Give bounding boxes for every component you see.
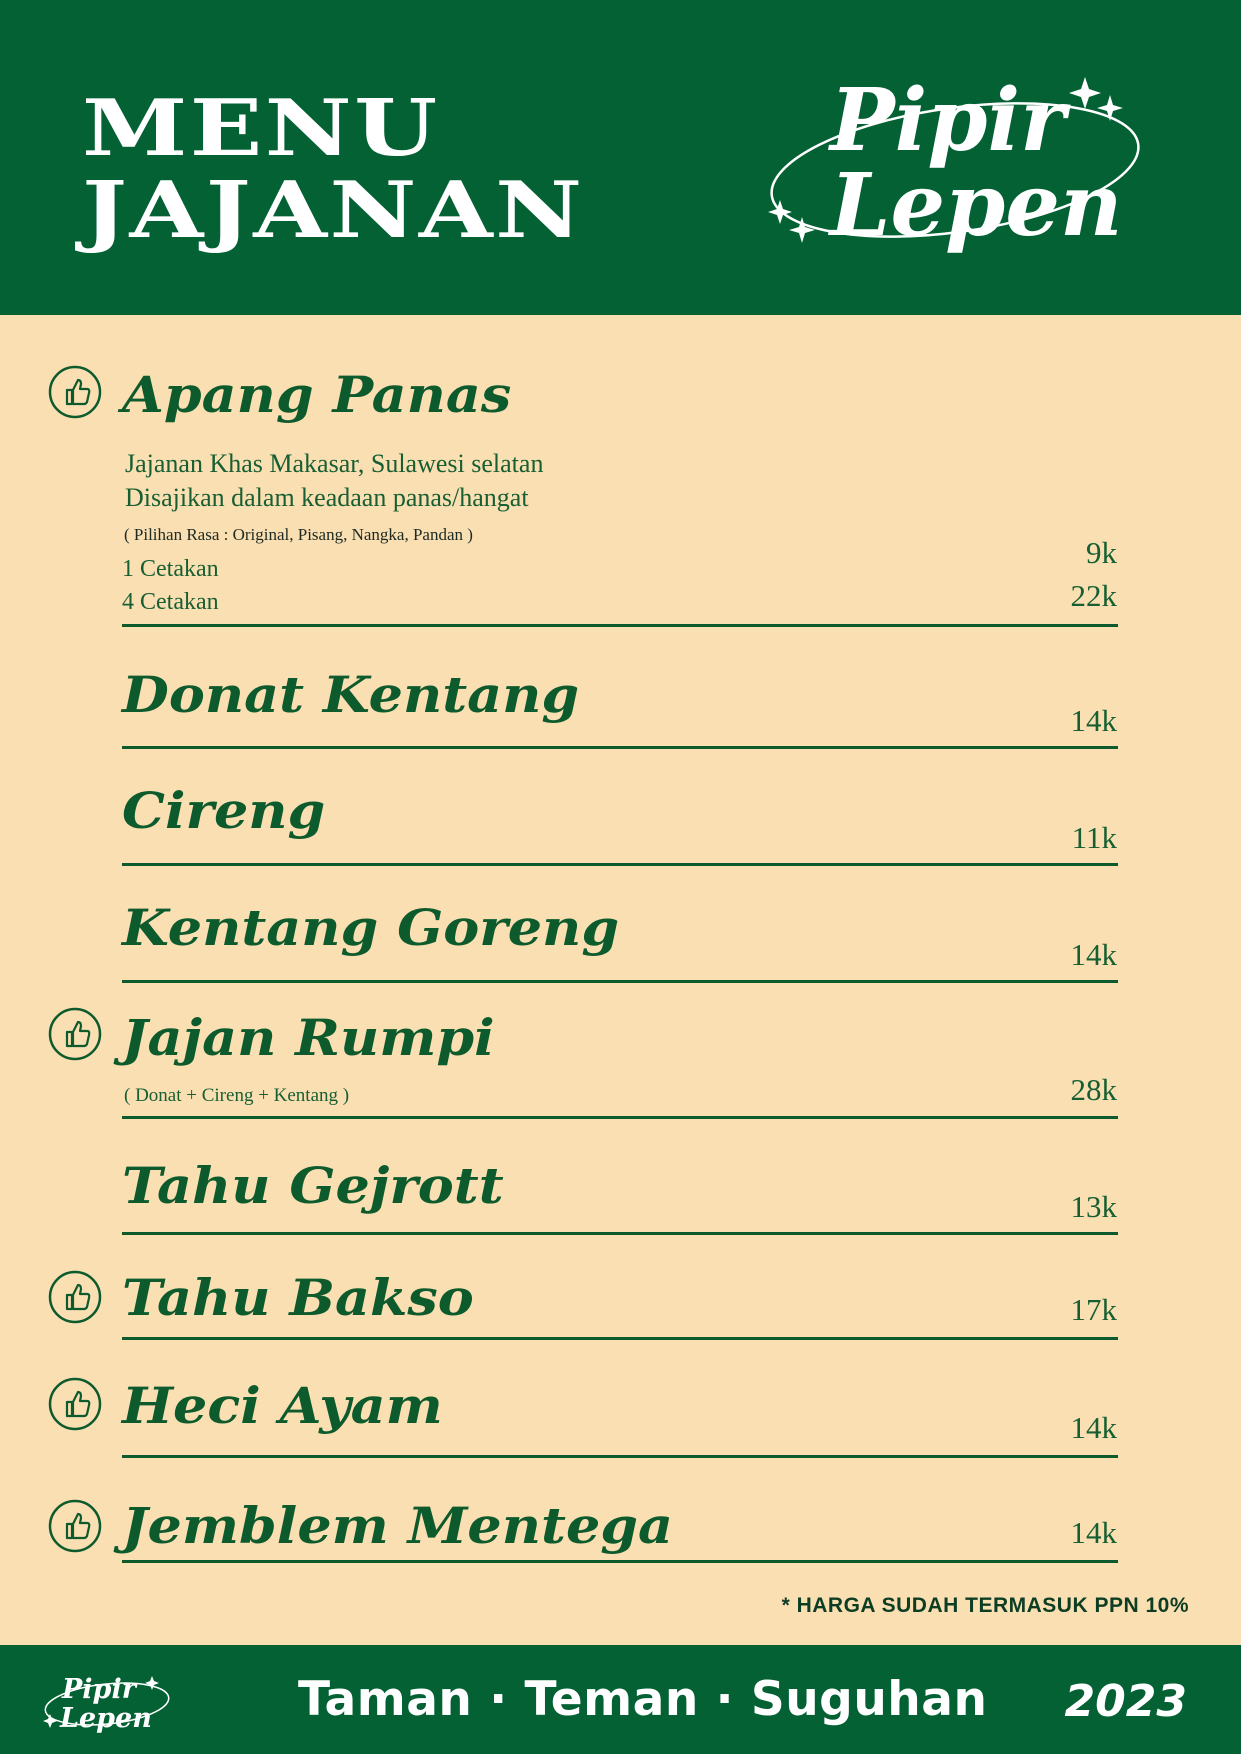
footer-year: 2023 [1064,1676,1187,1727]
item-price: 14k [1070,1515,1117,1550]
item-price: 11k [1071,820,1117,855]
footer-logo-line2: Lepen [60,1703,152,1734]
item-price: 22k [1070,578,1117,613]
footer-logo [40,1664,175,1740]
menu-title-line2: JAJANAN [82,165,585,256]
item-name: Tahu Bakso [122,1268,474,1327]
item-price: 28k [1070,1072,1117,1107]
divider [122,746,1118,749]
item-name: Jemblem Mentega [122,1496,674,1555]
divider [122,863,1118,866]
item-description: Disajikan dalam keadaan panas/hangat [125,483,529,512]
item-name: Tahu Gejrott [122,1156,504,1215]
thumbs-up-icon [48,365,102,419]
item-price: 13k [1070,1189,1117,1224]
logo-line1: Pipir [830,70,1066,171]
item-description: Jajanan Khas Makasar, Sulawesi selatan [125,449,544,478]
item-price: 14k [1070,1410,1117,1445]
divider [122,1455,1118,1458]
item-name: Donat Kentang [122,665,580,724]
item-subtitle: ( Donat + Cireng + Kentang ) [124,1085,350,1106]
item-price: 14k [1070,703,1117,738]
size-label: 4 Cetakan [122,589,219,615]
footer-tagline: Taman · Teman · Suguhan [298,1672,988,1727]
menu-title [82,83,585,256]
tax-note: * HARGA SUDAH TERMASUK PPN 10% [781,1594,1189,1617]
item-price: 14k [1070,937,1117,972]
divider [122,1116,1118,1119]
logo-line2: Lepen [830,155,1123,256]
item-name: Heci Ayam [122,1376,443,1435]
item-name: Kentang Goreng [122,898,620,957]
thumbs-up-icon [48,1007,102,1061]
thumbs-up-icon [48,1377,102,1431]
brand-logo [760,55,1150,275]
divider [122,1560,1118,1563]
divider [122,980,1118,983]
divider [122,1232,1118,1235]
item-note: ( Pilihan Rasa : Original, Pisang, Nangka, Pandan ) [124,525,473,544]
item-name: Cireng [122,781,326,840]
thumbs-up-icon [48,1270,102,1324]
item-name: Apang Panas [122,365,512,424]
footer-logo-line1: Pipir [62,1674,136,1705]
item-price: 9k [1086,535,1117,570]
thumbs-up-icon [48,1499,102,1553]
menu-title-line1: MENU [82,83,440,174]
divider [122,1337,1118,1340]
size-label: 1 Cetakan [122,556,219,582]
item-name: Jajan Rumpi [122,1008,495,1067]
divider [122,624,1118,627]
item-price: 17k [1070,1292,1117,1327]
